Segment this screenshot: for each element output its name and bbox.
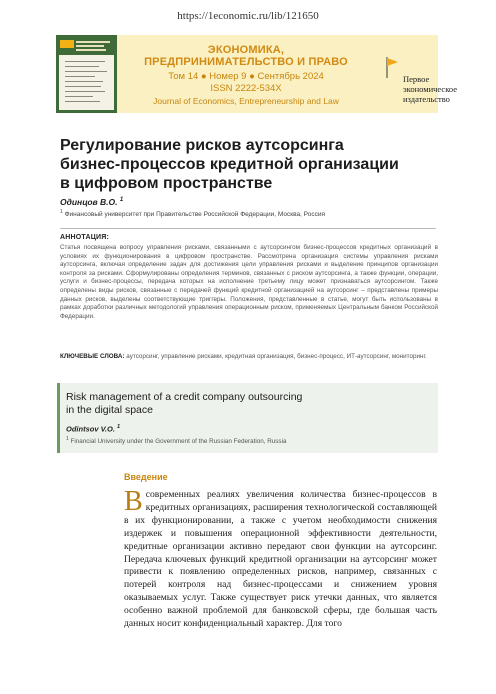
cover-logo-mark bbox=[60, 40, 74, 48]
divider bbox=[60, 228, 436, 229]
article-author: Одинцов В.О. $^1$ bbox=[60, 197, 124, 207]
drop-cap: В bbox=[124, 486, 143, 517]
article-affiliation: $^1$ Финансовый университет при Правительстве Российской Федерации, Москва, Россия bbox=[60, 209, 325, 219]
journal-title-line1: ЭКОНОМИКА, bbox=[207, 44, 285, 56]
english-title: Risk management of a credit company outsourcing in the digital space bbox=[66, 391, 303, 416]
introduction-text bbox=[124, 486, 437, 631]
source-url[interactable]: https://1economic.ru/lib/121650 bbox=[177, 10, 319, 22]
keywords-label: КЛЮЧЕВЫЕ СЛОВА: bbox=[60, 353, 125, 360]
abstract-heading: АННОТАЦИЯ: bbox=[60, 234, 110, 241]
journal-english-title: Journal of Economics, Entrepreneurship and Law bbox=[153, 96, 339, 106]
flag-icon bbox=[385, 56, 399, 78]
article-title: Регулирование рисков аутсорсинга бизнес-процессов кредитной организации в цифровом пространстве bbox=[60, 137, 399, 192]
journal-issn: ISSN 2222-534X bbox=[210, 83, 282, 94]
english-affiliation: $^1$ Financial University under the Government of the Russian Federation, Russia bbox=[66, 436, 287, 446]
journal-title bbox=[120, 44, 372, 68]
introduction-paragraph: современных реалиях увеличения количества бизнес-процессов в кредитных организациях, расширения технологической составляющей в их функционировании, а также с учетом необходимости снижения издержек и повышения операционной эффективности деятельности, кредитные организации активно передают свои функции на аутсорсинг. Передача ключевых функций кредитной организации на аутсорсинг может привести к появлению определенных рисков, например, связанных с потерей контроля над бизнес-процессами и снижением уровня оказываемых услуг. Также существует риск утечки данных, что является особенно важной проблемой для банковской сферы, где большая часть данных носит конфиденциальный характер. Для того bbox=[124, 489, 437, 630]
keywords-text: аутсорсинг, управление рисками, кредитная организация, бизнес-процесс, ИТ-аутсорсинг, мониторинг. bbox=[126, 353, 427, 360]
english-author: Odintsov V.O. $^1$ bbox=[66, 424, 121, 434]
keywords bbox=[60, 352, 438, 361]
english-summary-accent-bar bbox=[57, 383, 60, 453]
journal-title-line2: ПРЕДПРИНИМАТЕЛЬСТВО И ПРАВО bbox=[144, 56, 348, 68]
section-heading-introduction: Введение bbox=[124, 472, 168, 482]
publisher-name: Первое экономическое издательство bbox=[403, 74, 458, 104]
journal-issue: Том 14 ● Номер 9 ● Сентябрь 2024 bbox=[168, 71, 324, 82]
journal-cover-thumbnail bbox=[56, 35, 117, 113]
abstract-text: Статья посвящена вопросу управления рисками, связанными с аутсорсингом бизнес-процессов кредитных организаций в условиях их функционирования в цифровом пространстве. Рассмотрена организация системы управления рисками аутсорсинга, включая определение задач для достижения цели управления рисками и выделение принципов организации контроля за рисками. Сформулированы определения терминов, связанных с риском аутсорсинга, а также функции, операции, услуги и бизнес-процессы, передача которых на исполнение третьему лицу может признаваться аутсорсингом. Также определены виды рисков, связанные с передачей функций кредитной организацией на аутсорсинг – представлены примеры данных рисков, выделены соответствующие триггеры. Положения, представленные в статье, могут быть использованы в рамках доработки различных методологий управления операционным риском, применяемых Центральным банком Российской Федерации. bbox=[60, 244, 438, 320]
